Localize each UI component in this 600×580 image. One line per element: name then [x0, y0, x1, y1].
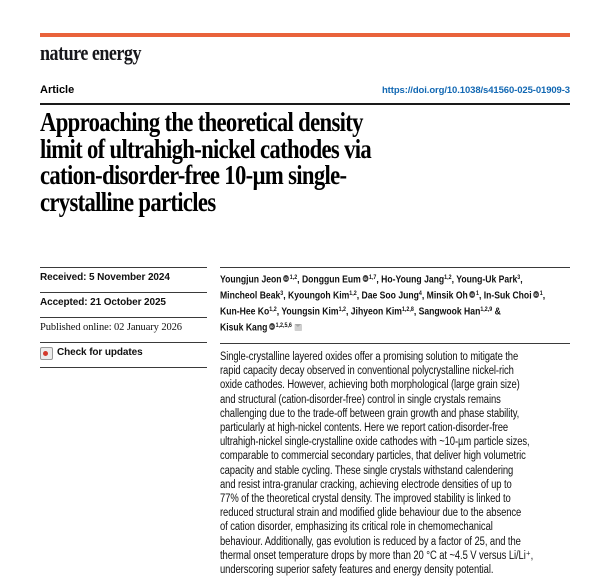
author-line [220, 287, 545, 303]
page-title-line: cation-disorder-free 10-µm single- [40, 160, 347, 190]
orcid-icon[interactable]: iD [363, 275, 367, 281]
author-name: , Young-Uk Park [451, 273, 518, 286]
abstract-line: ultrahigh-nickel single-crystalline oxide cathodes with ~10-µm particle sizes, [220, 436, 530, 449]
abstract-text [220, 350, 533, 577]
author-line [220, 319, 545, 335]
affiliation-superscript: 1,2,5,6 [275, 322, 292, 329]
author-name: Kisuk Kang [220, 321, 268, 334]
abstract-line: challenging due to the trade-off between grain growth and phase stability, [220, 407, 520, 420]
page-title [40, 109, 371, 215]
affiliation-superscript: 4 [418, 290, 422, 297]
abstract-line: and resist intra-granular cracking, achieving electrode densities of up to [220, 478, 512, 491]
published-date-label: Published online: 02 January 2026 [40, 322, 182, 333]
author-line [220, 303, 545, 319]
check-for-updates-button[interactable] [40, 342, 207, 368]
affiliation-superscript: 1,2,9 [480, 306, 493, 313]
envelope-icon[interactable] [294, 324, 301, 331]
author-name: Youngjun Jeon [220, 273, 282, 286]
orcid-icon[interactable]: iD [534, 291, 538, 297]
author-name: , Sangwook Han [413, 305, 481, 318]
abstract-line: thermal onset temperature drops by more than 20 °C at ~4.5 V versus Li/Li⁺, [220, 549, 534, 562]
affiliation-superscript: 1,2 [269, 306, 277, 313]
author-name: , Jihyeon Kim [345, 305, 402, 318]
author-name: , Dae Soo Jung [356, 289, 419, 302]
abstract-line: particularly at high-nickel contents. Here we report cation-disorder-free [220, 422, 509, 435]
accepted-date-label: Accepted: 21 October 2025 [40, 297, 166, 308]
article-header-row [40, 84, 570, 96]
top-accent-bar [40, 33, 570, 37]
affiliation-superscript: 3 [280, 290, 284, 297]
journal-logo: nature energy [40, 40, 142, 65]
abstract-line: comparable to commercial secondary particles, that deliver high volumetric [220, 450, 526, 463]
header-divider [40, 103, 570, 105]
affiliation-superscript: 1,2 [349, 290, 357, 297]
author-list [220, 271, 545, 335]
author-name: , Ho-Young Jang [376, 273, 445, 286]
author-line [220, 271, 545, 287]
abstract-line: oxide cathodes. However, achieving both morphological (large grain size) [220, 379, 520, 392]
check-for-updates-label: Check for updates [57, 347, 143, 358]
orcid-icon[interactable]: iD [284, 275, 288, 281]
orcid-icon[interactable]: iD [270, 323, 274, 329]
author-name: , [520, 273, 523, 286]
metadata-column [40, 267, 207, 368]
affiliation-superscript: 1,7 [368, 274, 377, 281]
author-name: , Minsik Oh [421, 289, 468, 302]
affiliation-superscript: 1,2 [444, 274, 452, 281]
abstract-line: rapid capacity decay observed in conventional polycrystalline nickel-rich [220, 365, 514, 378]
published-date [40, 317, 207, 342]
page-title-line: Approaching the theoretical density [40, 107, 363, 137]
affiliation-superscript: 1 [539, 290, 543, 297]
abstract-line: and structural (cation-disorder-free) control in single crystals remains [220, 393, 501, 406]
abstract-line: underscoring superior safety features and energy density potential. [220, 564, 494, 577]
orcid-icon[interactable]: iD [470, 291, 474, 297]
accepted-date [40, 292, 207, 317]
author-name: , [542, 289, 546, 302]
abstract-divider [220, 343, 570, 344]
affiliation-superscript: 1,2 [338, 306, 346, 313]
abstract-line: of cation disorder, emphasizing its critical role in chemomechanical [220, 521, 493, 534]
affiliation-superscript: 1,2 [289, 274, 298, 281]
received-date [40, 267, 207, 292]
abstract-line: reduced structural strain and modified glide behaviour due to the absence [220, 507, 522, 520]
author-name: , In-Suk Choi [478, 289, 532, 302]
author-name: , Kyoungoh Kim [283, 289, 350, 302]
author-name: Kun-Hee Ko [220, 305, 270, 318]
article-type-label: Article [40, 84, 75, 96]
page-title-line: limit of ultrahigh-nickel cathodes via [40, 133, 372, 164]
affiliation-superscript: 1 [475, 290, 479, 297]
authors-divider [220, 267, 570, 268]
abstract-line: capacity and stable cycling. These single crystals withstand calendering [220, 464, 514, 477]
abstract-line: 77% of the theoretical crystal density. The improved stability is linked to [220, 493, 511, 506]
crossmark-icon [40, 347, 53, 360]
abstract-line: Single-crystalline layered oxides offer a promising solution to mitigate the [220, 351, 519, 363]
affiliation-superscript: 1,2,8 [401, 306, 414, 313]
doi-link[interactable]: https://doi.org/10.1038/s41560-025-01909-3 [381, 85, 570, 96]
author-name: Mincheol Beak [220, 289, 281, 302]
author-name: , Donggun Eum [297, 273, 361, 286]
author-name: , Youngsin Kim [276, 305, 339, 318]
received-date-label: Received: 5 November 2024 [40, 272, 170, 283]
page-title-line: crystalline particles [40, 186, 216, 217]
author-name: & [492, 305, 501, 318]
affiliation-superscript: 3 [517, 274, 521, 281]
abstract-line: behaviour. Additionally, gas evolution is reduced by a factor of 25, and the [220, 535, 521, 548]
